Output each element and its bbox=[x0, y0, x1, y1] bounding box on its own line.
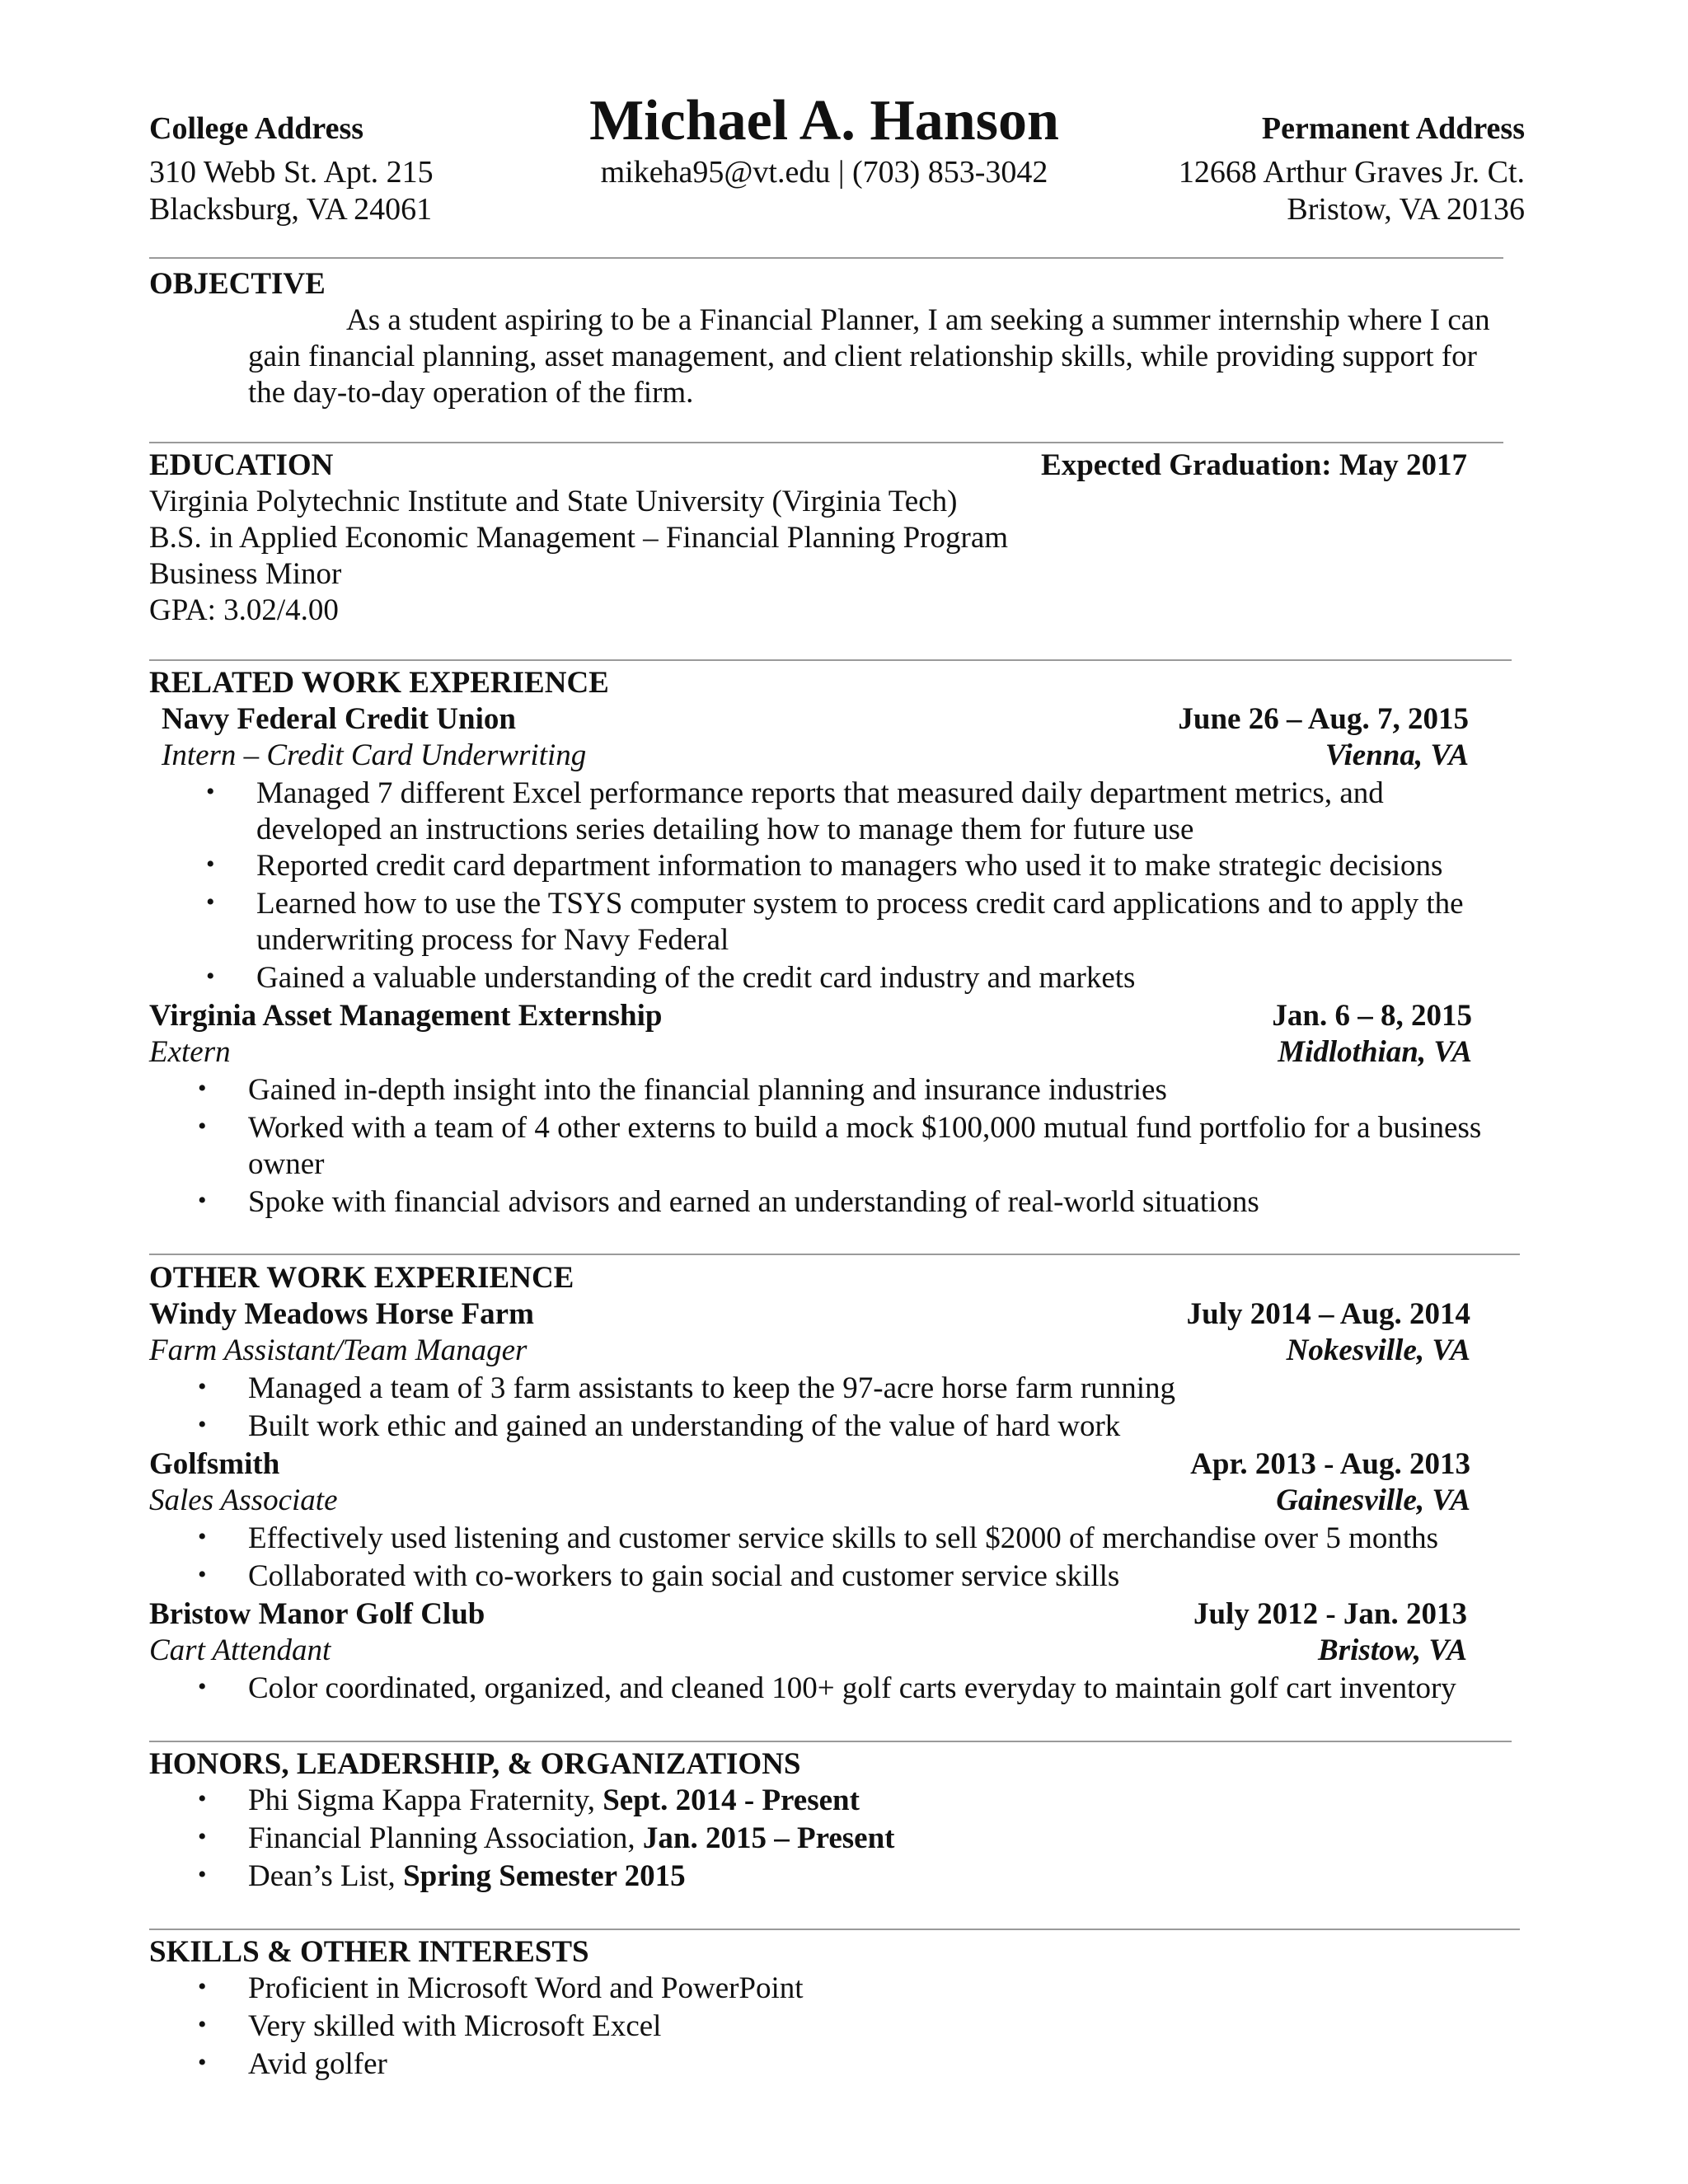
job-dates: July 2014 – Aug. 2014 bbox=[1186, 1297, 1470, 1331]
job-dates: June 26 – Aug. 7, 2015 bbox=[1178, 702, 1469, 736]
college-address-line2: Blacksburg, VA 24061 bbox=[149, 192, 433, 227]
bullet-text: Managed a team of 3 farm assistants to keep the 97-acre horse farm running bbox=[248, 1371, 1176, 1405]
job-dates: Jan. 6 – 8, 2015 bbox=[1272, 999, 1472, 1033]
honors-heading: HONORS, LEADERSHIP, & ORGANIZATIONS bbox=[149, 1747, 801, 1781]
honor-name: Dean’s List, bbox=[248, 1859, 404, 1893]
bullet-text: Collaborated with co-workers to gain social and customer service skills bbox=[248, 1559, 1120, 1593]
divider bbox=[149, 442, 1503, 443]
honor-date: Jan. 2015 – Present bbox=[642, 1821, 895, 1855]
bullet-icon: • bbox=[198, 1373, 207, 1400]
bullet-icon: • bbox=[198, 1523, 207, 1550]
job-org: Bristow Manor Golf Club bbox=[149, 1597, 485, 1631]
honor-name: Financial Planning Association, bbox=[248, 1821, 643, 1855]
bullet-icon: • bbox=[198, 1187, 207, 1214]
bullet-icon: • bbox=[198, 2049, 207, 2076]
bullet-text: Reported credit card department information to managers who used it to make strategic decisions bbox=[256, 849, 1443, 883]
skill-item: Proficient in Microsoft Word and PowerPoint bbox=[248, 1971, 804, 2005]
expected-graduation: Expected Graduation: May 2017 bbox=[1041, 448, 1467, 482]
job-role: Farm Assistant/Team Manager bbox=[149, 1333, 528, 1367]
honor-item bbox=[248, 1785, 860, 1816]
objective-line: gain financial planning, asset management, and client relationship skills, while providing support for bbox=[248, 340, 1477, 373]
bullet-text: Gained in-depth insight into the financial planning and insurance industries bbox=[248, 1073, 1167, 1107]
bullet-icon: • bbox=[198, 1861, 207, 1888]
education-line: GPA: 3.02/4.00 bbox=[149, 593, 339, 627]
bullet-icon: • bbox=[198, 1411, 207, 1438]
honor-date: Sept. 2014 - Present bbox=[603, 1783, 860, 1817]
job-org: Navy Federal Credit Union bbox=[162, 702, 516, 736]
skills-heading: SKILLS & OTHER INTERESTS bbox=[149, 1935, 589, 1969]
bullet-text: Worked with a team of 4 other externs to build a mock $100,000 mutual fund portfolio for a business bbox=[248, 1111, 1482, 1145]
college-address-label: College Address bbox=[149, 111, 364, 146]
bullet-text: developed an instructions series detailing how to manage them for future use bbox=[256, 813, 1194, 846]
bullet-icon: • bbox=[206, 778, 215, 805]
bullet-text: underwriting process for Navy Federal bbox=[256, 923, 729, 957]
job-dates: Apr. 2013 - Aug. 2013 bbox=[1190, 1447, 1470, 1481]
permanent-address-line2: Bristow, VA 20136 bbox=[1287, 192, 1525, 227]
job-location: Midlothian, VA bbox=[1278, 1035, 1472, 1069]
education-line: B.S. in Applied Economic Management – Financial Planning Program bbox=[149, 521, 1009, 555]
job-location: Vienna, VA bbox=[1325, 738, 1469, 772]
bullet-text: Color coordinated, organized, and cleaned 100+ golf carts everyday to maintain golf cart inventory bbox=[248, 1671, 1456, 1705]
honor-name: Phi Sigma Kappa Fraternity, bbox=[248, 1783, 603, 1817]
divider bbox=[149, 1741, 1512, 1742]
job-org: Golfsmith bbox=[149, 1447, 280, 1481]
bullet-text: Learned how to use the TSYS computer system to process credit card applications and to apply the bbox=[256, 887, 1464, 921]
objective-line: the day-to-day operation of the firm. bbox=[248, 376, 694, 410]
job-location: Nokesville, VA bbox=[1286, 1333, 1470, 1367]
skill-item: Avid golfer bbox=[248, 2047, 387, 2081]
honor-item bbox=[248, 1861, 686, 1891]
honor-item bbox=[248, 1823, 894, 1854]
contact-info: mikeha95@vt.edu | (703) 853-3042 bbox=[600, 155, 1048, 190]
job-location: Gainesville, VA bbox=[1276, 1483, 1470, 1517]
job-org: Windy Meadows Horse Farm bbox=[149, 1297, 534, 1331]
permanent-address-line1: 12668 Arthur Graves Jr. Ct. bbox=[1178, 155, 1525, 190]
bullet-icon: • bbox=[206, 851, 215, 878]
bullet-text: Gained a valuable understanding of the credit card industry and markets bbox=[256, 961, 1136, 995]
objective-line: As a student aspiring to be a Financial Planner, I am seeking a summer internship where I can bbox=[346, 303, 1490, 337]
bullet-text: Built work ethic and gained an understanding of the value of hard work bbox=[248, 1409, 1121, 1443]
divider bbox=[149, 1254, 1520, 1255]
bullet-icon: • bbox=[198, 1973, 207, 2000]
bullet-icon: • bbox=[198, 1561, 207, 1588]
job-location: Bristow, VA bbox=[1318, 1633, 1467, 1667]
permanent-address-label: Permanent Address bbox=[1261, 111, 1525, 146]
divider bbox=[149, 1929, 1520, 1930]
bullet-icon: • bbox=[206, 888, 215, 916]
related-experience-heading: RELATED WORK EXPERIENCE bbox=[149, 666, 609, 700]
other-experience-heading: OTHER WORK EXPERIENCE bbox=[149, 1261, 574, 1295]
job-dates: July 2012 - Jan. 2013 bbox=[1193, 1597, 1467, 1631]
bullet-icon: • bbox=[198, 1785, 207, 1812]
job-role: Extern bbox=[149, 1035, 231, 1069]
candidate-name: Michael A. Hanson bbox=[589, 89, 1059, 152]
skill-item: Very skilled with Microsoft Excel bbox=[248, 2009, 662, 2043]
job-role: Sales Associate bbox=[149, 1483, 338, 1517]
objective-heading: OBJECTIVE bbox=[149, 267, 326, 301]
divider bbox=[149, 257, 1503, 259]
bullet-icon: • bbox=[198, 2011, 207, 2038]
bullet-text: Effectively used listening and customer service skills to sell $2000 of merchandise over 5 months bbox=[248, 1521, 1439, 1555]
bullet-icon: • bbox=[206, 963, 215, 990]
job-role: Cart Attendant bbox=[149, 1633, 331, 1667]
job-org: Virginia Asset Management Externship bbox=[149, 999, 663, 1033]
bullet-icon: • bbox=[198, 1075, 207, 1102]
bullet-text: owner bbox=[248, 1147, 325, 1181]
education-line: Business Minor bbox=[149, 557, 342, 591]
bullet-text: Managed 7 different Excel performance reports that measured daily department metrics, and bbox=[256, 776, 1384, 810]
college-address-line1: 310 Webb St. Apt. 215 bbox=[149, 155, 434, 190]
divider bbox=[149, 659, 1512, 661]
job-role: Intern – Credit Card Underwriting bbox=[162, 738, 587, 772]
honor-date: Spring Semester 2015 bbox=[403, 1859, 686, 1893]
bullet-text: Spoke with financial advisors and earned an understanding of real-world situations bbox=[248, 1185, 1259, 1219]
education-line: Virginia Polytechnic Institute and State University (Virginia Tech) bbox=[149, 485, 958, 518]
bullet-icon: • bbox=[198, 1823, 207, 1850]
education-heading: EDUCATION bbox=[149, 448, 334, 482]
bullet-icon: • bbox=[198, 1673, 207, 1700]
bullet-icon: • bbox=[198, 1113, 207, 1140]
